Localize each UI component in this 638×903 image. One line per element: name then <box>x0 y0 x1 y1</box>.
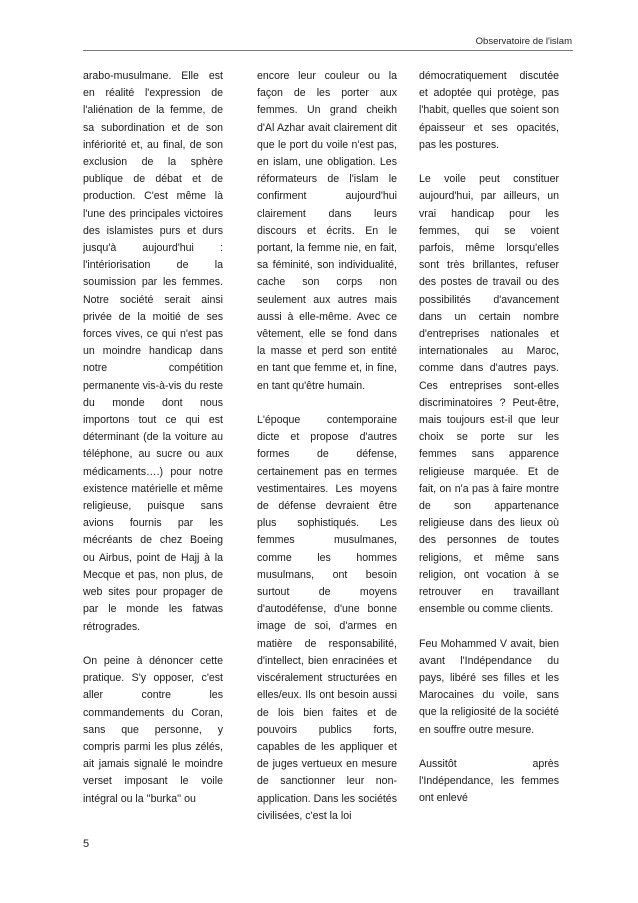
paragraph: L'époque contemporaine dicte et propose d'autres formes de défense, certainement pas en termes vestimentaires. Les moyens de défense devraient être plus sophistiqués. Les femmes musulmanes, comme les hommes musulmans, ont besoin surtout de moyens d'autodéfense, d'une bonne image de soi, d'armes en matière de responsabilité, d'intellect, bien enracinées et viscéralement structurées en elles/eux. Ils ont besoin aussi de lois bien faites et de pouvoirs publics forts, capables de les appliquer et de juges vertueux en mesure de sanctionner leur non-application. Dans les sociétés civilisées, c'est la loi <box>257 414 397 822</box>
paragraph: démocratiquement discutée et adoptée qui protège, pas l'habit, quelles que soient son épaisseur et ses opacités, pas les postures. <box>419 70 559 151</box>
paragraph: Aussitôt après l'Indépendance, les femmes ont enlevé <box>419 758 559 805</box>
paragraph: arabo-musulmane. Elle est en réalité l'expression de l'aliénation de la femme, de sa subordination et de son infériorité et, au final, de son exclusion de la sphère publique de débat et de production. C'est même là l'une des principales victoires des islamistes purs et durs jusqu'à aujourd'hui : l'intériorisation de la soumission par les femmes. Notre société serait ainsi privée de la moitié de ses forces vives, ce qui n'est pas un moindre handicap dans notre compétition permanente vis-à-vis du reste du monde dont nous importons tout ce qui est déterminant (de la voiture au téléphone, au sucre ou aux médicaments….) pour notre existence matérielle et même religieuse, puisque sans avions fournis par les mécréants de chez Boeing ou Airbus, point de Hajj à la Mecque et pas, non plus, de web sites pour propager de par le monde les fatwas rétrogrades. <box>83 70 223 633</box>
running-header: Observatoire de l'islam <box>475 36 572 47</box>
paragraph: Feu Mohammed V avait, bien avant l'Indépendance du pays, libéré ses filles et les Marocaines du voile, sans que la religiosité de la société en souffre outre mesure. <box>419 637 559 736</box>
header-rule <box>83 50 573 51</box>
text-column-3 <box>419 68 559 825</box>
text-column-2 <box>257 68 397 842</box>
text-column-1 <box>83 68 223 825</box>
page-number: 5 <box>83 838 90 850</box>
paragraph: encore leur couleur ou la façon de les porter aux femmes. Un grand cheikh d'Al Azhar avait clairement dit que le port du voile n'est pas, en islam, une obligation. Les réformateurs de l'islam le confirment aujourd'hui clairement dans leurs discours et écrits. En le portant, la femme nie, en fait, sa féminité, son individualité, cache son corps non seulement aux autres mais aussi à elle-même. Avec ce vêtement, elle se fond dans la masse et perd son entité en tant que femme et, in fine, en tant qu'être humain. <box>257 70 397 392</box>
paragraph: On peine à dénoncer cette pratique. S'y opposer, c'est aller contre les commandements du Coran, sans que personne, y compris parmi les plus zélés, ait jamais signalé le moindre verset imposant le voile intégral ou la ''burka'' ou <box>83 654 223 805</box>
paragraph: Le voile peut constituer aujourd'hui, par ailleurs, un vrai handicap pour les femmes, qui se voient parfois, même lorsqu'elles sont très brillantes, refuser des postes de travail ou des possibilités d'avancement dans un certain nombre d'entreprises nationales et internationales au Maroc, comme dans d'autres pays. Ces entreprises sont-elles discriminatoires ? Peut-être, mais toujours est-il que leur choix se porte sur les femmes sans apparence religieuse marquée. Et de fait, on n'a pas à faire montre de son appartenance religieuse dans des lieux où des personnes de toutes religions, et même sans religion, ont vocation à se retrouver en travaillant ensemble ou comme clients. <box>419 173 559 616</box>
